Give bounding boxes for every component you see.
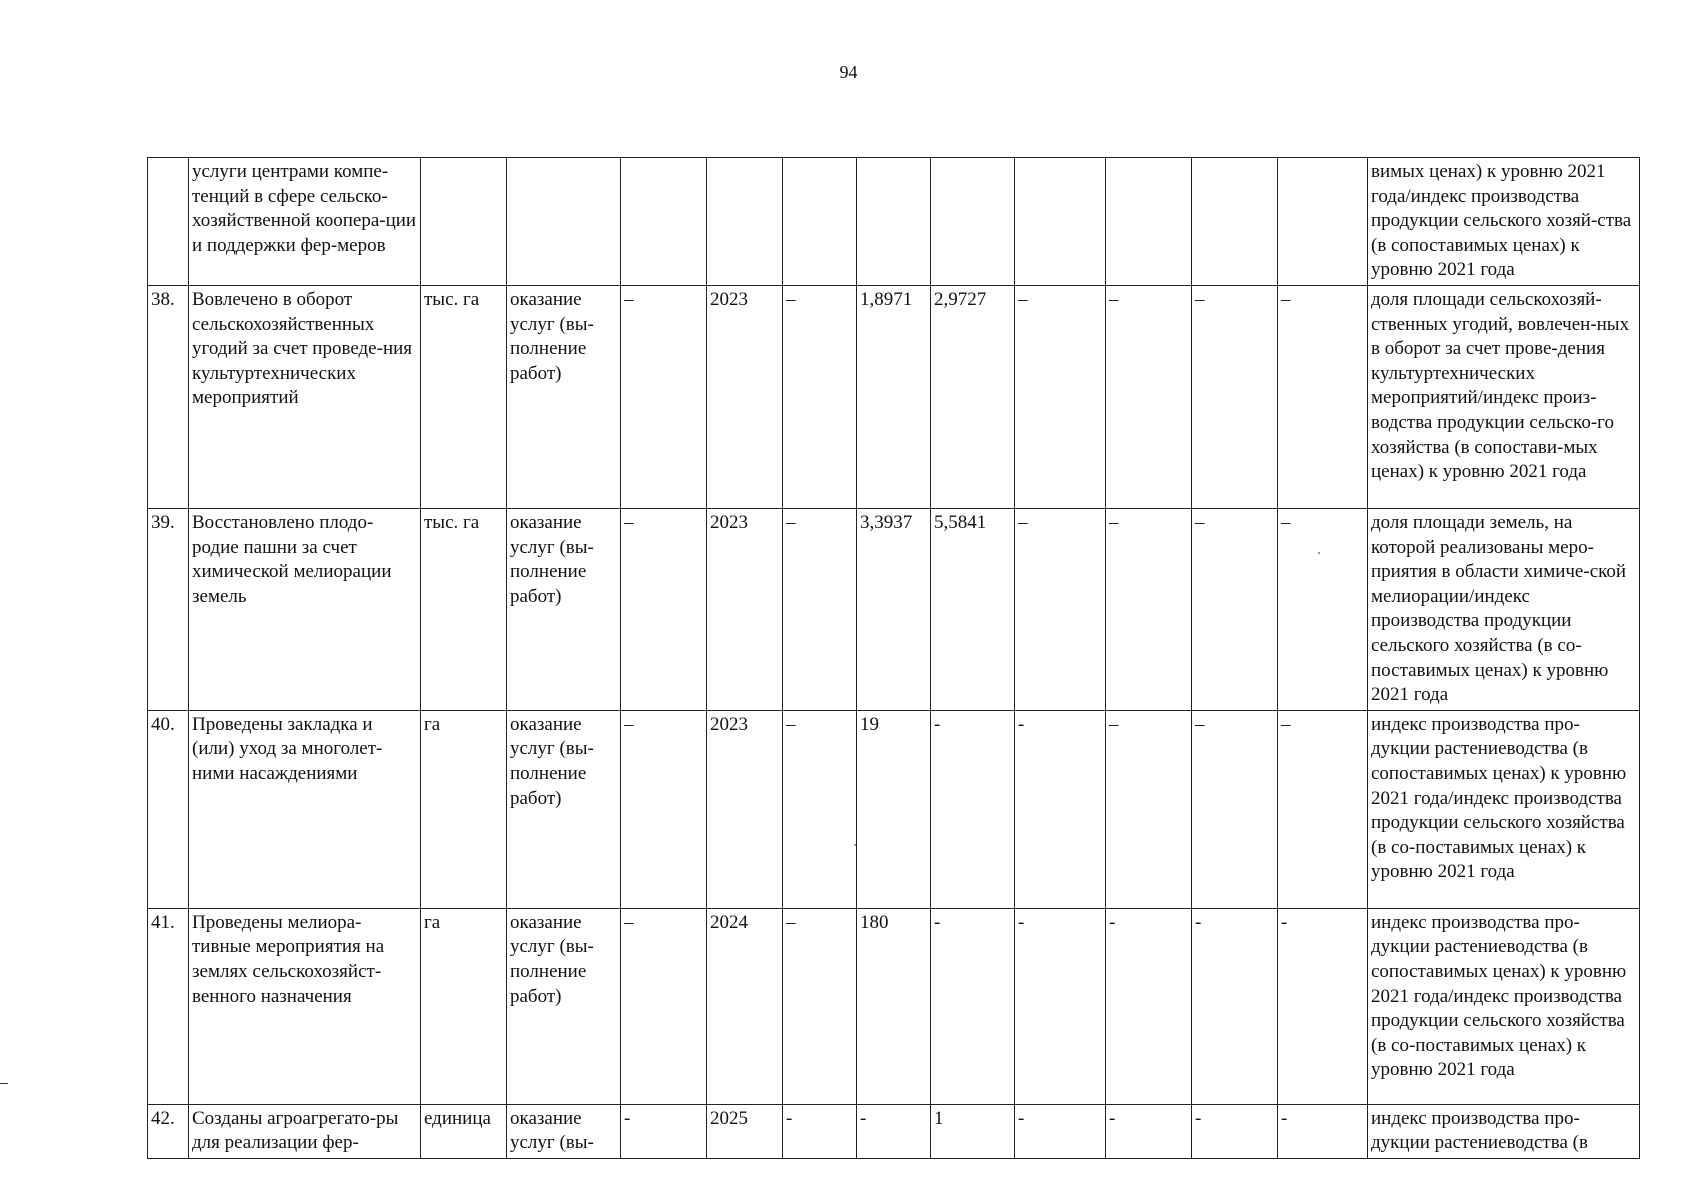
indicator-cell: вимых ценах) к уровню 2021 года/индекс производства продукции сельского хозяй-ства (в сопоставимых ценах) к уровню 2021 года	[1368, 158, 1640, 286]
value-cell: –	[1192, 285, 1278, 508]
type-cell: оказание услуг (вы-полнение работ)	[507, 285, 621, 508]
measure-name: Вовлечено в оборот сельскохозяйственных угодий за счет проведе-ния культуртехнических мероприятий	[189, 285, 421, 508]
type-cell: оказание услуг (вы-полнение работ)	[507, 710, 621, 908]
value-cell: -	[1106, 1104, 1192, 1158]
value-cell	[1192, 158, 1278, 286]
measure-name: услуги центрами компе-тенций в сфере сельско-хозяйственной коопера-ции и поддержки фер-меров	[189, 158, 421, 286]
value-cell: –	[1106, 285, 1192, 508]
value-cell: -	[1015, 710, 1106, 908]
row-number	[148, 158, 189, 286]
value-cell: -	[621, 1104, 707, 1158]
table-row	[148, 710, 1640, 908]
table-row	[148, 1104, 1640, 1158]
table-row	[148, 908, 1640, 1104]
table-row	[148, 158, 1640, 286]
value-cell: -	[931, 710, 1015, 908]
value-cell: –	[1015, 508, 1106, 710]
unit-cell: тыс. га	[421, 285, 507, 508]
value-cell: 1	[931, 1104, 1015, 1158]
unit-cell	[421, 158, 507, 286]
type-cell: оказание услуг (вы-полнение работ)	[507, 908, 621, 1104]
value-cell: –	[783, 908, 857, 1104]
value-cell	[1278, 158, 1368, 286]
row-number: 40.	[148, 710, 189, 908]
unit-cell: га	[421, 908, 507, 1104]
value-cell: -	[1278, 908, 1368, 1104]
year-cell: 2024	[707, 908, 783, 1104]
value-cell: -	[1015, 908, 1106, 1104]
value-cell: –	[1278, 285, 1368, 508]
page-number: 94	[839, 62, 858, 82]
value-cell: –	[1278, 508, 1368, 710]
value-cell: –	[621, 285, 707, 508]
row-number: 41.	[148, 908, 189, 1104]
value-cell: 19	[857, 710, 931, 908]
type-cell: оказание услуг (вы-	[507, 1104, 621, 1158]
value-cell	[1106, 158, 1192, 286]
type-cell: оказание услуг (вы-полнение работ)	[507, 508, 621, 710]
unit-cell: тыс. га	[421, 508, 507, 710]
value-cell: -	[1015, 1104, 1106, 1158]
value-cell	[931, 158, 1015, 286]
value-cell: -	[1278, 1104, 1368, 1158]
year-cell: 2023	[707, 508, 783, 710]
year-cell: 2025	[707, 1104, 783, 1158]
value-cell: -	[783, 1104, 857, 1158]
measure-name: Проведены закладка и (или) уход за многолет-ними насаждениями	[189, 710, 421, 908]
value-cell	[1015, 158, 1106, 286]
value-cell: –	[621, 710, 707, 908]
margin-mark	[0, 1083, 8, 1084]
unit-cell: га	[421, 710, 507, 908]
value-cell: -	[1192, 1104, 1278, 1158]
year-cell	[707, 158, 783, 286]
indicator-cell: индекс производства про-дукции растениеводства (в сопоставимых ценах) к уровню 2021 года/индекс производства продукции сельского хозяйства (в со-поставимых ценах) к уровню 2021 года	[1368, 908, 1640, 1104]
value-cell: –	[783, 710, 857, 908]
type-cell	[507, 158, 621, 286]
indicator-cell: индекс производства про-дукции растениеводства (в сопоставимых ценах) к уровню 2021 года/индекс производства продукции сельского хозяйства (в со-поставимых ценах) к уровню 2021 года	[1368, 710, 1640, 908]
value-cell: –	[1015, 285, 1106, 508]
value-cell	[783, 158, 857, 286]
scan-speck	[1318, 552, 1320, 554]
year-cell: 2023	[707, 285, 783, 508]
value-cell: 180	[857, 908, 931, 1104]
measures-table	[147, 157, 1640, 1159]
value-cell: –	[783, 508, 857, 710]
value-cell: –	[621, 908, 707, 1104]
row-number: 42.	[148, 1104, 189, 1158]
measure-name: Восстановлено плодо-родие пашни за счет химической мелиорации земель	[189, 508, 421, 710]
value-cell: -	[857, 1104, 931, 1158]
value-cell: 5,5841	[931, 508, 1015, 710]
row-number: 39.	[148, 508, 189, 710]
value-cell: 1,8971	[857, 285, 931, 508]
measure-name: Созданы агроагрегато-ры для реализации фер-	[189, 1104, 421, 1158]
measure-name: Проведены мелиора-тивные мероприятия на землях сельскохозяйст-венного назначения	[189, 908, 421, 1104]
value-cell: -	[931, 908, 1015, 1104]
value-cell: 2,9727	[931, 285, 1015, 508]
scan-speck	[854, 844, 856, 846]
indicator-cell: доля площади земель, на которой реализованы меро-приятия в области химиче-ской мелиорации/индекс производства продукции сельского хозяйства (в со-поставимых ценах) к уровню 2021 года	[1368, 508, 1640, 710]
value-cell: –	[1106, 710, 1192, 908]
value-cell	[621, 158, 707, 286]
value-cell: –	[783, 285, 857, 508]
value-cell	[857, 158, 931, 286]
value-cell: –	[1106, 508, 1192, 710]
indicator-cell: индекс производства про-дукции растениеводства (в	[1368, 1104, 1640, 1158]
value-cell: –	[1192, 508, 1278, 710]
value-cell: –	[621, 508, 707, 710]
value-cell: -	[1192, 908, 1278, 1104]
value-cell: -	[1106, 908, 1192, 1104]
unit-cell: единица	[421, 1104, 507, 1158]
year-cell: 2023	[707, 710, 783, 908]
table-row	[148, 285, 1640, 508]
value-cell: –	[1278, 710, 1368, 908]
indicator-cell: доля площади сельскохозяй-ственных угодий, вовлечен-ных в оборот за счет прове-дения культуртехнических мероприятий/индекс произ-водства продукции сельско-го хозяйства (в сопостави-мых ценах) к уровню 2021 года	[1368, 285, 1640, 508]
value-cell: 3,3937	[857, 508, 931, 710]
table-row	[148, 508, 1640, 710]
value-cell: –	[1192, 710, 1278, 908]
row-number: 38.	[148, 285, 189, 508]
